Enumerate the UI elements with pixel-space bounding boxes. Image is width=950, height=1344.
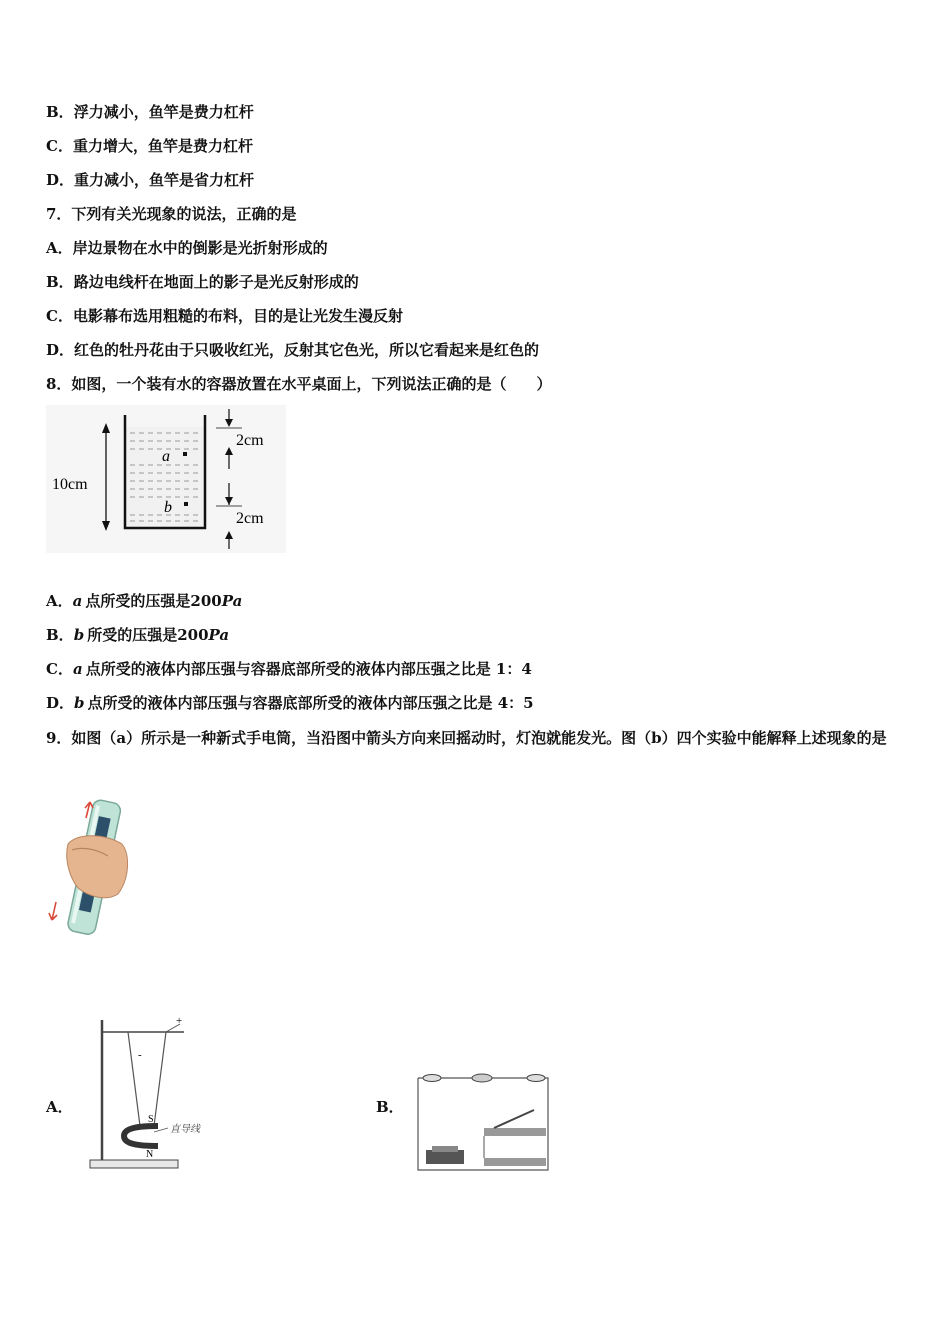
option-label: B．	[46, 273, 74, 291]
battery-box	[426, 1150, 464, 1164]
q9-stem: 9．如图（a）所示是一种新式手电筒，当沿图中箭头方向来回摇动时，灯泡就能发光。图（b）四个实验中能解释上述现象的是	[46, 729, 887, 747]
option-text: 浮力减小，鱼竿是费力杠杆	[73, 103, 254, 121]
q7-stem: 7．下列有关光现象的说法，正确的是	[46, 205, 297, 223]
option-label: C．	[46, 137, 73, 155]
plus-sign: +	[176, 1015, 183, 1027]
rail-bottom	[484, 1158, 546, 1166]
battery-top	[432, 1146, 458, 1152]
option-var: b	[73, 626, 85, 644]
option-label: B．	[46, 626, 74, 644]
bottom-gap-label: 2cm	[236, 510, 264, 527]
option-text: 点所受的压强是	[85, 592, 191, 610]
point-a-label: a	[162, 448, 170, 465]
flashlight-figure	[48, 798, 138, 938]
option-var: a	[72, 592, 83, 610]
swing-wire	[128, 1032, 166, 1126]
q8-stem: 8．如图，一个装有水的容器放置在水平桌面上，下列说法正确的是（ ）	[46, 375, 552, 393]
q7-option-d	[46, 340, 539, 360]
q8-option-d	[46, 693, 534, 713]
option-label: C．	[46, 660, 73, 678]
point-b-label: b	[164, 499, 172, 516]
option-a-figure	[88, 1014, 218, 1174]
q7-option-c	[46, 306, 403, 326]
option-unit: Pa	[208, 626, 230, 644]
option-var: b	[74, 694, 85, 712]
option-label: D．	[46, 171, 75, 189]
option-text: 点所受的液体内部压强与容器底部所受的液体内部压强之比是 4：5	[87, 694, 534, 712]
meter-left	[423, 1075, 441, 1082]
q7-option-b	[46, 272, 359, 292]
option-text: 重力减小，鱼竿是省力杠杆	[74, 171, 255, 189]
q9-option-a-label: A．	[46, 1098, 73, 1116]
q6-option-b	[46, 102, 254, 122]
option-label: D．	[46, 694, 75, 712]
q8-option-a	[46, 591, 242, 611]
option-text: 重力增大，鱼竿是费力杠杆	[72, 137, 253, 155]
q7-option-a	[46, 238, 328, 258]
option-label: C．	[46, 307, 73, 325]
meter-center	[472, 1074, 492, 1082]
container-figure	[46, 405, 286, 553]
rail-top	[484, 1128, 546, 1136]
option-text: 电影幕布选用粗糙的布料，目的是让光发生漫反射	[72, 307, 403, 325]
down-arrow-icon	[49, 902, 57, 920]
top-gap-label: 2cm	[236, 432, 264, 449]
q6-option-d	[46, 170, 254, 190]
magnet-s: S	[148, 1114, 154, 1125]
point-b-marker	[184, 502, 188, 506]
option-text: 路边电线杆在地面上的影子是光反射形成的	[73, 273, 359, 291]
switch-lever	[494, 1110, 534, 1128]
option-text: 红色的牡丹花由于只吸收红光，反射其它色光，所以它看起来是红色的	[74, 341, 540, 359]
option-var: a	[72, 660, 83, 678]
meter-right	[527, 1075, 545, 1082]
q9-option-b-label: B．	[376, 1098, 404, 1116]
option-label: B．	[46, 103, 74, 121]
horseshoe-magnet	[124, 1126, 158, 1146]
point-a-marker	[183, 452, 187, 456]
option-label: D．	[46, 341, 75, 359]
option-text: 所受的压强是	[87, 626, 178, 644]
q6-option-c	[46, 136, 253, 156]
magnet-n: N	[146, 1149, 154, 1160]
stand-base	[90, 1160, 178, 1168]
option-label: A．	[46, 239, 73, 257]
option-text: 岸边景物在水中的倒影是光折射形成的	[72, 239, 328, 257]
q8-option-b	[46, 625, 229, 645]
option-value: 200	[177, 626, 209, 644]
straight-wire-label: 直导线	[170, 1124, 200, 1135]
q8-option-c	[46, 659, 532, 679]
height-label: 10cm	[52, 476, 88, 493]
option-label: A．	[46, 592, 73, 610]
option-text: 点所受的液体内部压强与容器底部所受的液体内部压强之比是 1：4	[85, 660, 532, 678]
option-value: 200	[190, 592, 222, 610]
option-unit: Pa	[221, 592, 243, 610]
minus-sign: -	[138, 1049, 142, 1061]
option-b-figure	[412, 1068, 554, 1174]
